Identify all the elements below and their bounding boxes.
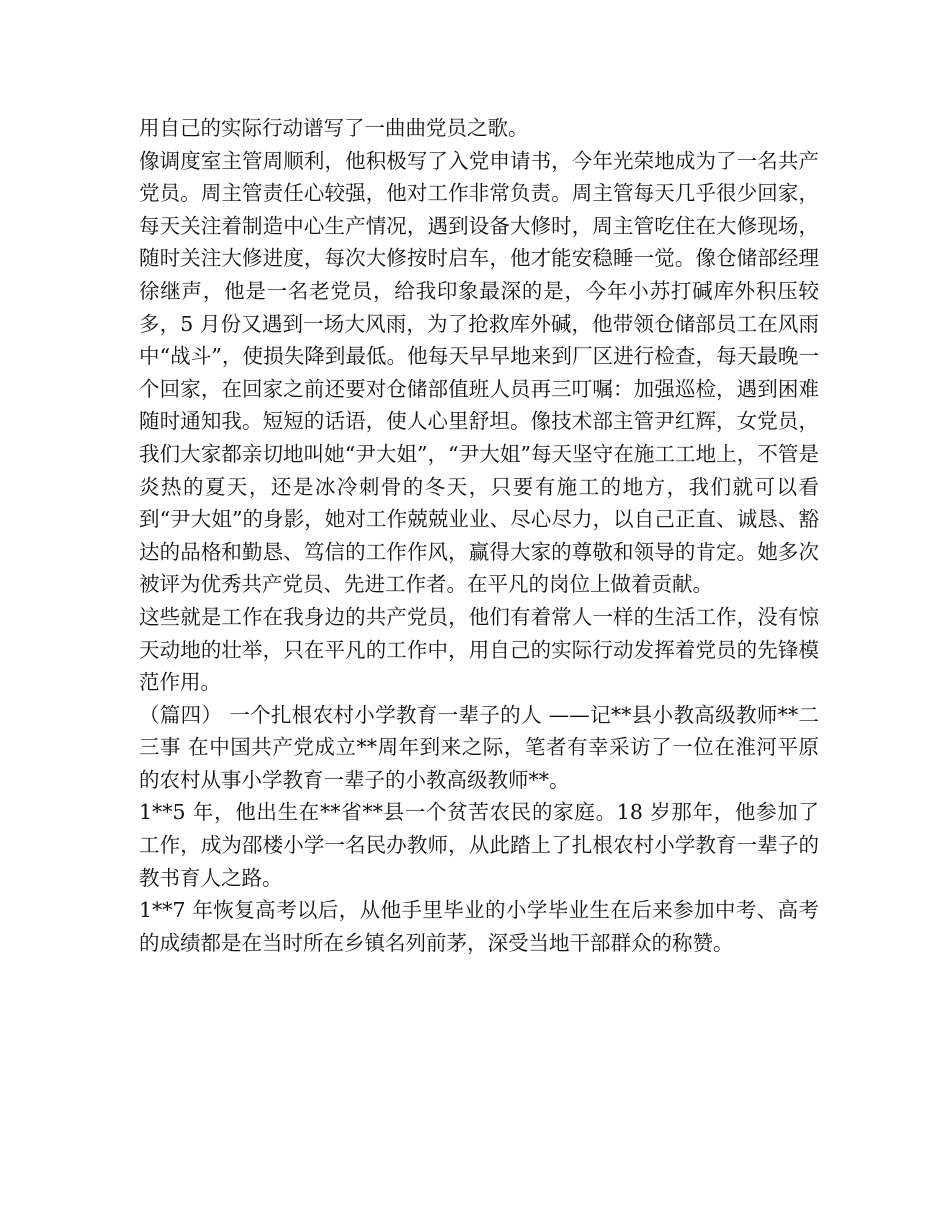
paragraph: 这些就是工作在我身边的共产党员，他们有着常人一样的生活工作，没有惊天动地的壮举，只在平凡的工作中，用自己的实际行动发挥着党员的先锋模范作用。	[139, 604, 819, 695]
paragraph: 像调度室主管周顺利，他积极写了入党申请书，今年光荣地成为了一名共产党员。周主管责任心较强，他对工作非常负责。周主管每天几乎很少回家，每天关注着制造中心生产情况，遇到设备大修时，周主管吃住在大修现场，随时关注大修进度，每次大修按时启车，他才能安稳睡一觉。像仓储部经理徐继声，他是一名老党员，给我印象最深的是，今年小苏打碱库外积压较多，5 月份又遇到一场大风雨，为了抢救库外碱，他带领仓储部员工在风雨中“战斗”，使损失降到最低。他每天早早地来到厂区进行检查，每天最晚一个回家，在回家之前还要对仓储部值班人员再三叮嘱：加强巡检，遇到困难随时通知我。短短的话语，使人心里舒坦。像技术部主管尹红辉，女党员，我们大家都亲切地叫她“尹大姐”，“尹大姐”每天坚守在施工工地上，不管是炎热的夏天，还是冰冷刺骨的冬天，只要有施工的地方，我们就可以看到“尹大姐”的身影，她对工作兢兢业业、尽心尽力，以自己正直、诚恳、豁达的品格和勤恳、笃信的工作作风，赢得大家的尊敬和领导的肯定。她多次被评为优秀共产党员、先进工作者。在平凡的岗位上做着贡献。	[139, 148, 819, 597]
document-body	[139, 112, 819, 959]
paragraph: 1**7 年恢复高考以后，从他手里毕业的小学毕业生在后来参加中考、高考的成绩都是在当时所在乡镇名列前茅，深受当地干部群众的称赞。	[139, 898, 819, 955]
paragraph: （篇四） 一个扎根农村小学教育一辈子的人 ——记**县小教高级教师**二三事 在中国共产党成立**周年到来之际，笔者有幸采访了一位在淮河平原的农村从事小学教育一辈子的小教高级教师**。	[139, 702, 819, 792]
paragraph: 1**5 年，他出生在**省**县一个贫苦农民的家庭。18 岁那年，他参加了工作，成为邵楼小学一名民办教师，从此踏上了扎根农村小学教育一辈子的教书育人之路。	[139, 800, 819, 890]
paragraph: 用自己的实际行动谱写了一曲曲党员之歌。	[139, 116, 529, 140]
